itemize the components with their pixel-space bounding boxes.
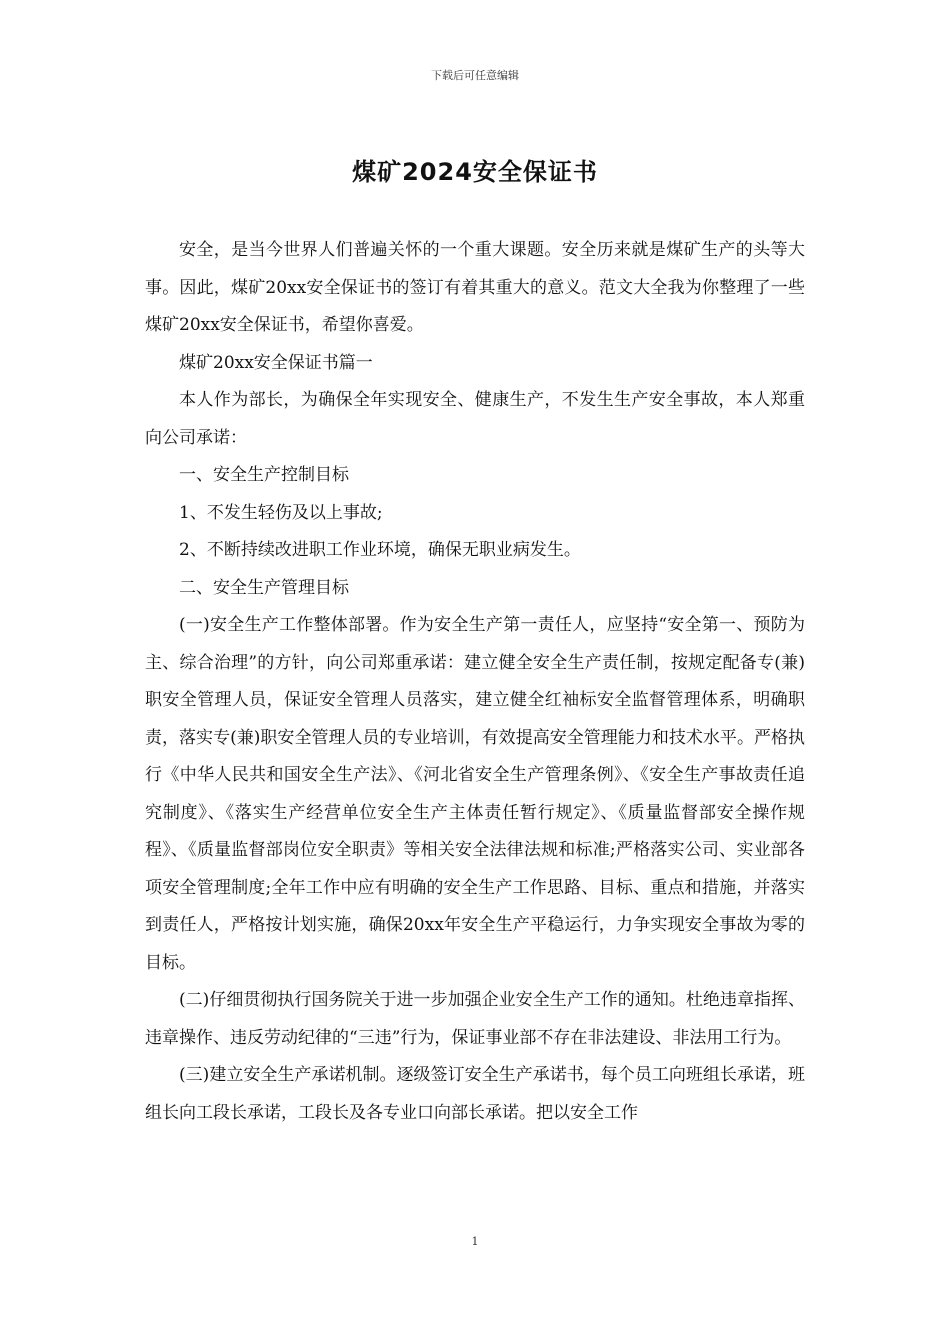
paragraph-management-1: (一)安全生产工作整体部署。作为安全生产第一责任人，应坚持“安全第一、预防为主、综合治理”的方针，向公司郑重承诺：建立健全安全生产责任制，按规定配备专(兼)职安全管理人员，保证安全管理人员落实，建立健全红袖标安全监督管理体系，明确职责，落实专(兼)职安全管理人员的专业培训，有效提高安全管理能力和技术水平。严格执行《中华人民共和国安全生产法》、《河北省安全生产管理条例》、《安全生产事故责任追究制度》、《落实生产经营单位安全生产主体责任暂行规定》、《质量监督部安全操作规程》、《质量监督部岗位安全职责》等相关安全法律法规和标准;严格落实公司、实业部各项安全管理制度;全年工作中应有明确的安全生产工作思路、目标、重点和措施，并落实到责任人，严格按计划实施，确保20xx年安全生产平稳运行，力争实现安全事故为零的目标。 bbox=[145, 615, 805, 973]
paragraph-goal-item-2: 2、不断持续改进职工作业环境，确保无职业病发生。 bbox=[179, 540, 581, 560]
paragraph-goal-heading-2: 二、安全生产管理目标 bbox=[179, 577, 349, 598]
paragraph-management-3: (三)建立安全生产承诺机制。逐级签订安全生产承诺书，每个员工向班组长承诺，班组长向工段长承诺，工段长及各专业口向部长承诺。把以安全工作 bbox=[145, 1065, 805, 1123]
document-title: 煤矿2024安全保证书 bbox=[352, 158, 598, 186]
paragraph-section-heading: 煤矿20xx安全保证书篇一 bbox=[179, 352, 373, 373]
paragraph-commitment: 本人作为部长，为确保全年实现安全、健康生产，不发生生产安全事故，本人郑重向公司承诺： bbox=[145, 390, 805, 448]
paragraph-goal-heading-1: 一、安全生产控制目标 bbox=[179, 465, 349, 485]
page-header-note: 下载后可任意编辑 bbox=[431, 69, 519, 82]
paragraph-goal-item-1: 1、不发生轻伤及以上事故; bbox=[179, 502, 383, 523]
paragraph-management-2: (二)仔细贯彻执行国务院关于进一步加强企业安全生产工作的通知。杜绝违章指挥、违章操作、违反劳动纪律的“三违”行为，保证事业部不存在非法建设、非法用工行为。 bbox=[145, 990, 805, 1048]
document-body bbox=[145, 232, 805, 1132]
paragraph-intro: 安全，是当今世界人们普遍关怀的一个重大课题。安全历来就是煤矿生产的头等大事。因此，煤矿20xx安全保证书的签订有着其重大的意义。范文大全我为你整理了一些煤矿20xx安全保证书，希望你喜爱。 bbox=[145, 240, 805, 335]
page-number: 1 bbox=[471, 1235, 479, 1248]
